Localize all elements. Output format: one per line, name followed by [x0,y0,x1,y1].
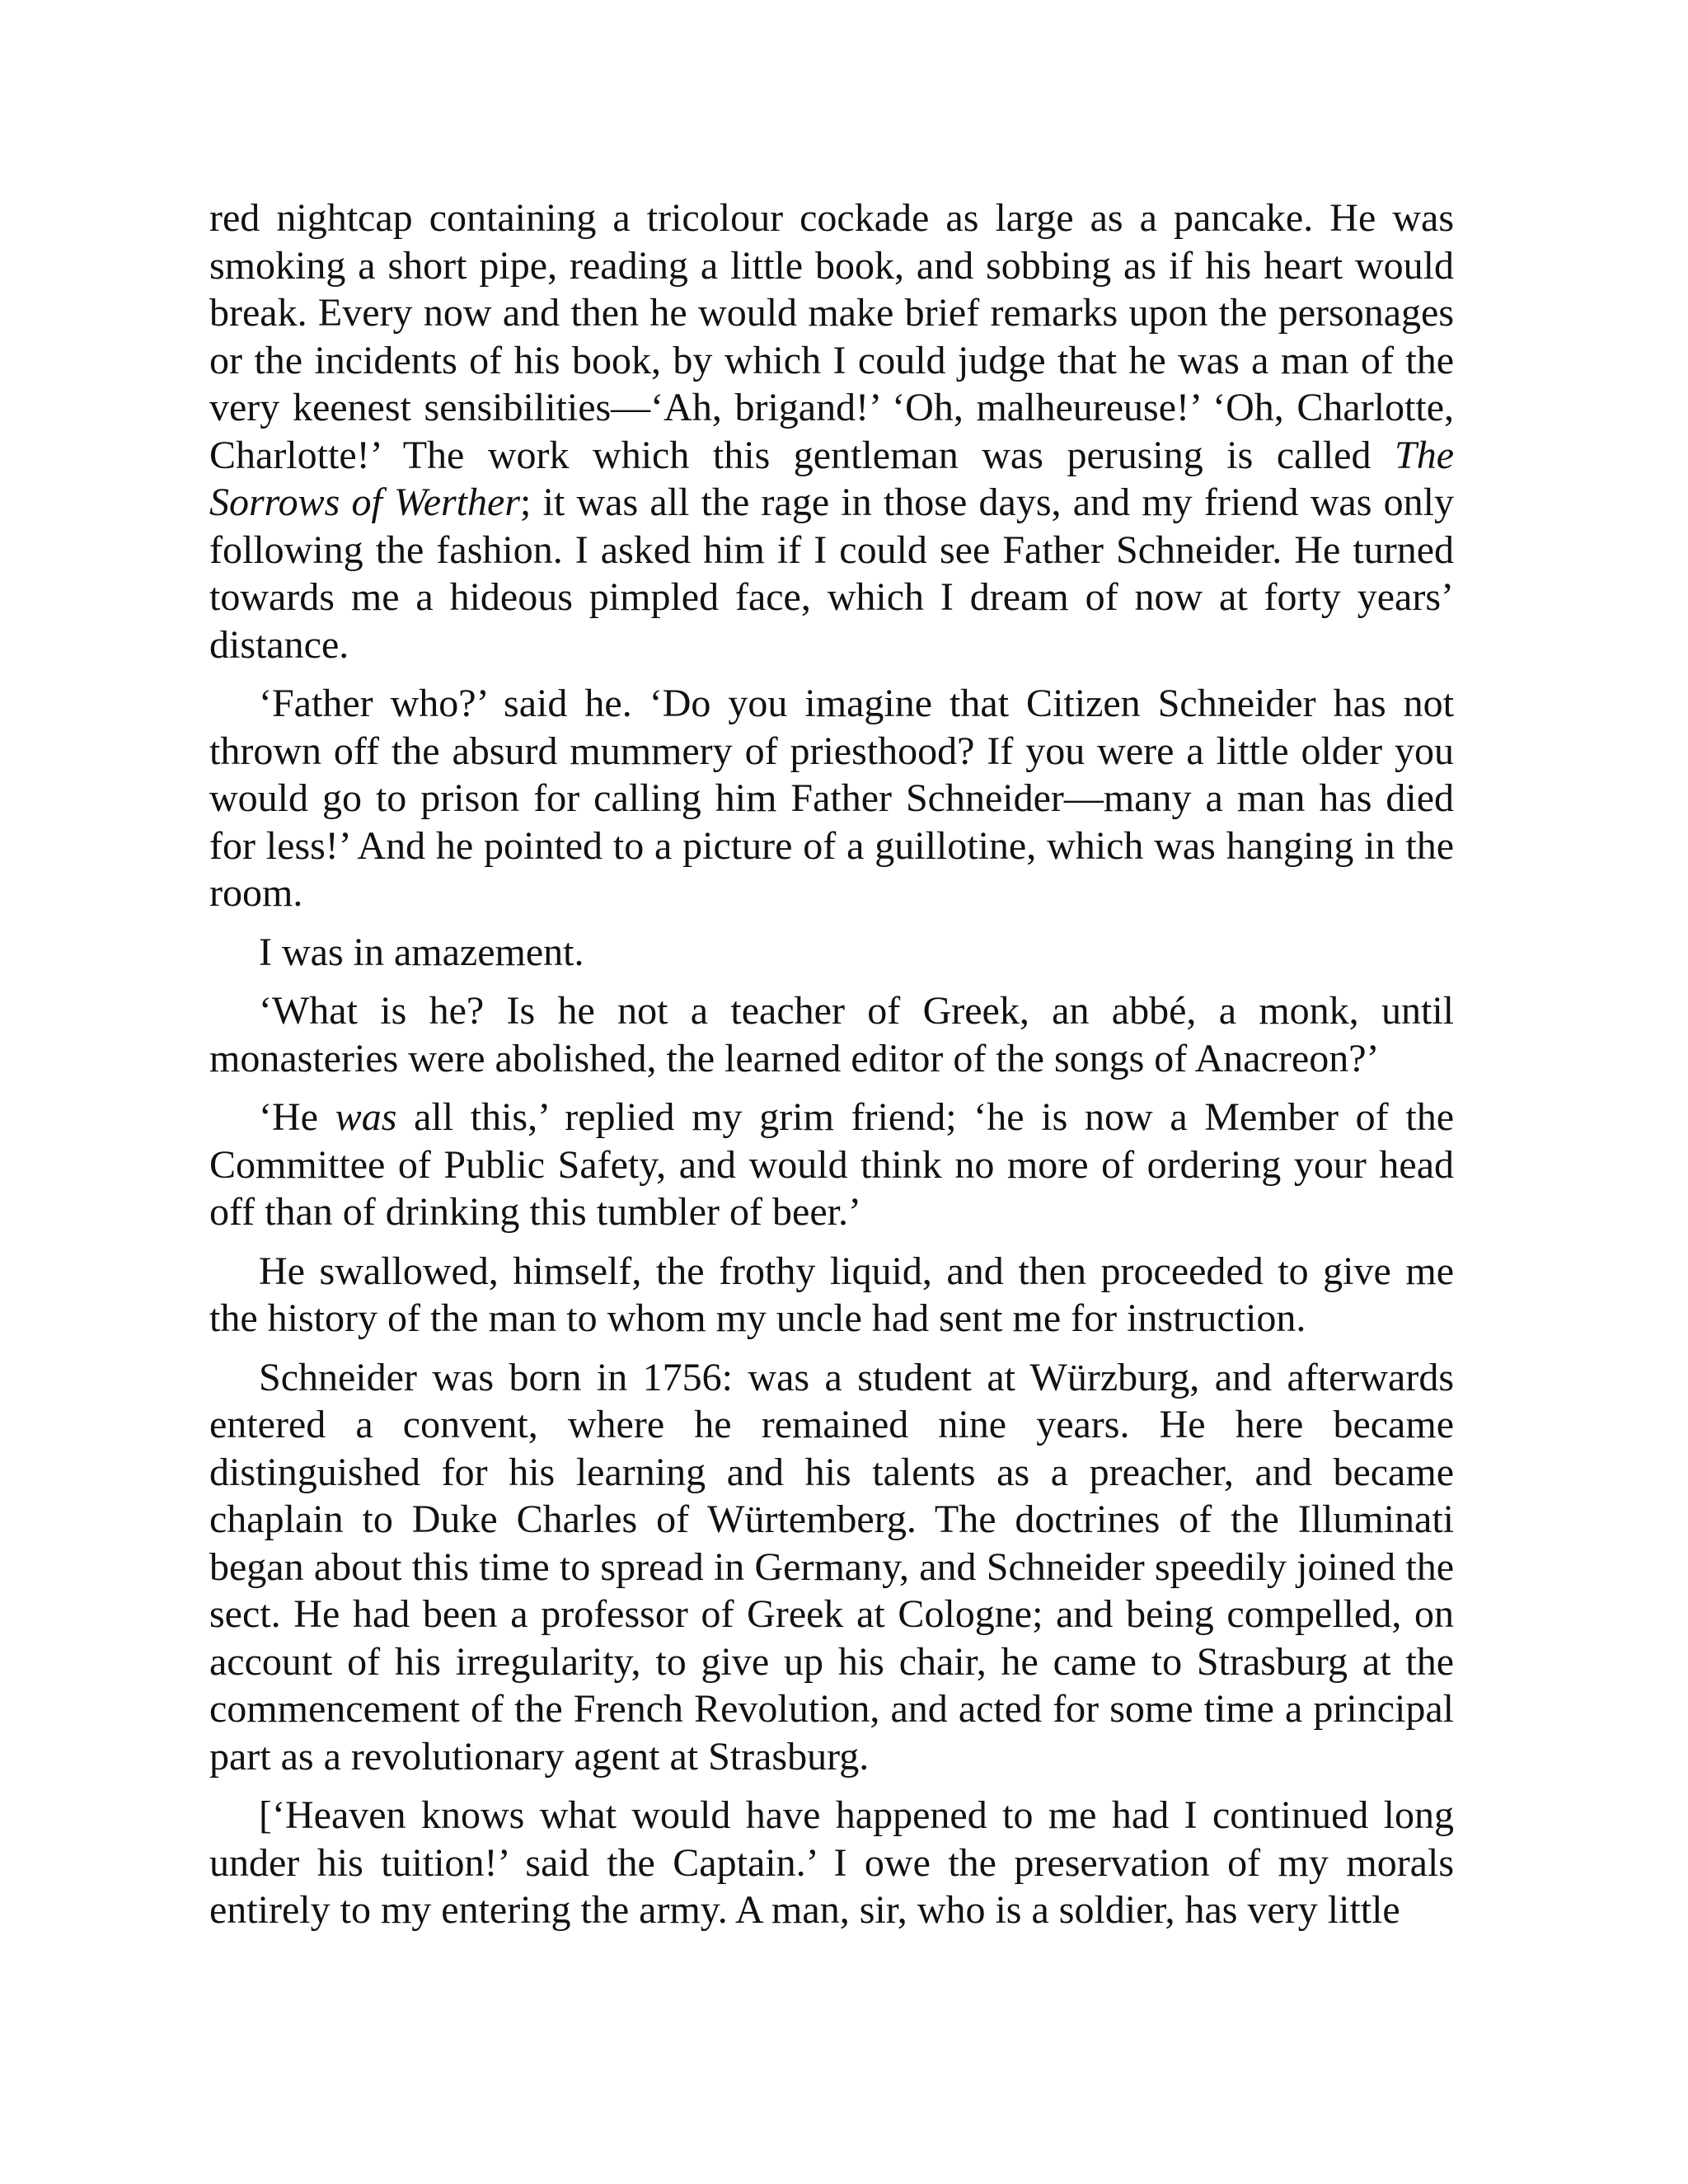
text-span: ‘Father who?’ said he. ‘Do you imagine that Citizen Schneider has not thrown off the absurd mummery of priesthood? If you were a little older you would go to prison for calling him Father Schneider—many a man has died for less!’ And he pointed to a picture of a guillotine, which was hanging in the room. [209,682,1454,915]
text-span: ; it was all the rage in those days, and my friend was only following the fashion. I asked him if I could see Father Schneider. He turned towards me a hideous pimpled face, which I dream of now at forty years’ distance. [209,480,1454,667]
text-span: red nightcap containing a tricolour cockade as large as a pancake. He was smoking a short pipe, reading a little book, and sobbing as if his heart would break. Every now and then he would make brief remarks upon the personages or the incidents of his book, by which I could judge that he was a man of the very keenest sensibilities—‘Ah, brigand!’ ‘Oh, malheureuse!’ ‘Oh, Charlotte, Charlotte!’ The work which this gentleman was perusing is called [209,196,1454,477]
text-span: He swallowed, himself, the frothy liquid, and then proceeded to give me the history of the man to whom my uncle had sent me for instruction. [209,1249,1454,1340]
paragraph-5 [209,1094,1454,1236]
paragraph-2 [209,680,1454,917]
page-body [209,194,1454,1934]
paragraph-3 [209,929,1454,977]
text-span: [‘Heaven knows what would have happened to me had I continued long under his tuition!’ said the Captain.’ I owe the preservation of my morals entirely to my entering the army. A man, sir, who is a soldier, has very little [209,1793,1454,1932]
paragraph-8 [209,1792,1454,1934]
text-span: I was in amazement. [259,930,584,974]
paragraph-1 [209,194,1454,668]
book-title-italic: The Sorrows of Werther [209,433,1454,524]
paragraph-4 [209,987,1454,1082]
text-span: all this,’ replied my grim friend; ‘he is now a Member of the Committee of Public Safety, and would think no more of ordering your head off than of drinking this tumbler of beer.’ [209,1095,1455,1234]
paragraph-7 [209,1354,1454,1781]
text-span: Schneider was born in 1756: was a student at Würzburg, and afterwards entered a convent, where he remained nine years. He here became distinguished for his learning and his talents as a preacher, and became chaplain to Duke Charles of Würtemberg. The doctrines of the Illuminati began about this time to spread in Germany, and Schneider speedily joined the sect. He had been a professor of Greek at Cologne; and being compelled, on account of his irregularity, to give up his chair, he came to Strasburg at the commencement of the French Revolution, and acted for some time a principal part as a revolutionary agent at Strasburg. [209,1355,1454,1779]
text-span: ‘What is he? Is he not a teacher of Greek, an abbé, a monk, until monasteries were abolished, the learned editor of the songs of Anacreon?’ [209,989,1454,1080]
emphasis-italic: was [335,1095,397,1139]
paragraph-6 [209,1248,1454,1343]
text-span: ‘He [259,1095,335,1139]
